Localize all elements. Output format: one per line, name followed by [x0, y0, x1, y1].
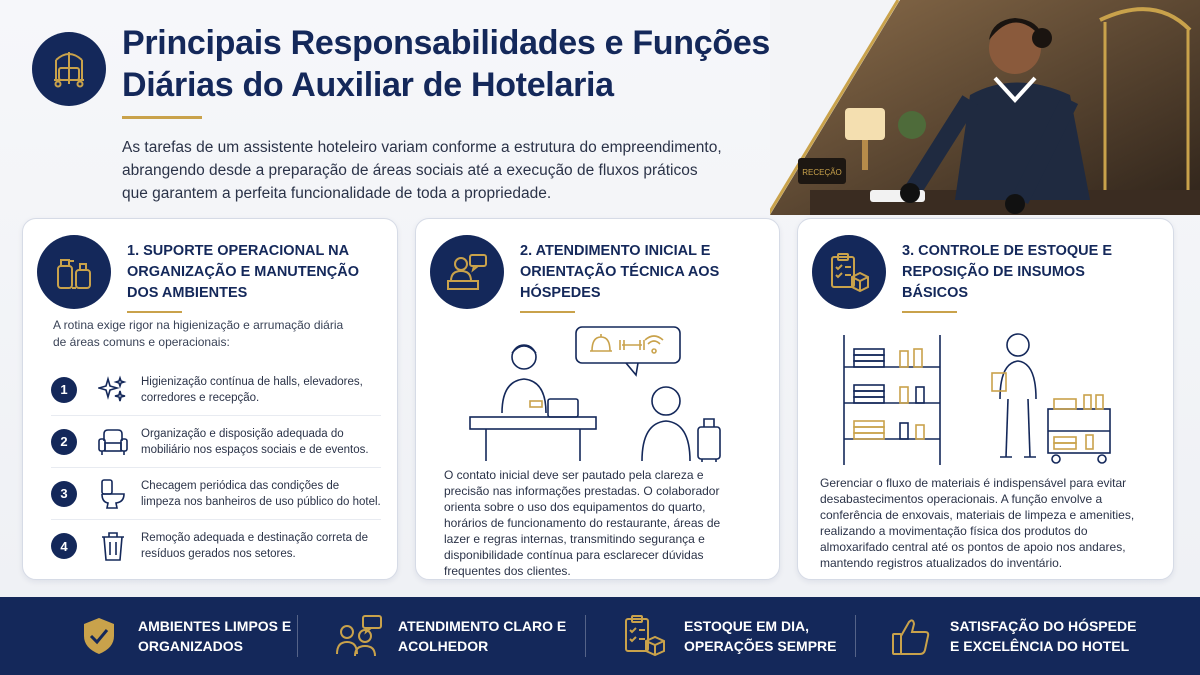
list-item [51, 468, 381, 520]
item-text: Remoção adequada e destinação correta de resíduos gerados nos setores. [141, 532, 368, 560]
card-operational-support [22, 218, 398, 580]
card-guest-service [415, 218, 780, 580]
cleaning-supplies-icon [52, 250, 96, 294]
footer-divider [585, 615, 586, 657]
card2-title: 2. ATENDIMENTO INICIAL E ORIENTAÇÃO TÉCNICA AOS HÓSPEDES [520, 243, 720, 301]
card-inventory-control [797, 218, 1174, 580]
hero-photo [770, 0, 1200, 215]
footer-item-stock [620, 611, 849, 661]
reception-sign: RECEÇÃO [802, 168, 842, 177]
people-chat-icon [335, 614, 383, 658]
card1-icon-badge [37, 235, 111, 309]
intro-text: As tarefas de um assistente hoteleiro variam conforme a estrutura do empreendimento, abrangendo desde a preparação de áreas sociais até a execução de fluxos práticos que garantem a perfeita funcionalidade de toda a propriedade. [122, 139, 722, 202]
card1-rule [127, 311, 182, 313]
item-number: 2 [51, 429, 77, 455]
thumbs-up-icon [889, 614, 933, 658]
toilet-icon [99, 478, 127, 510]
footer-bar [0, 597, 1200, 675]
item-number: 3 [51, 481, 77, 507]
card3-icon-badge [812, 235, 886, 309]
sparkle-icon [98, 375, 128, 405]
storage-illustration [836, 329, 1116, 469]
card2-text: O contato inicial deve ser pautado pela clareza e precisão nas informações prestadas. O colaborador orienta sobre o uso dos equipamentos do quarto, horários de funcionamento do restaurante, áreas de lazer e regras internas, transmitindo segurança e disponibilidade contínua para esclarecer dúvidas frequentes dos clientes. [444, 468, 721, 578]
footer-label: AMBIENTES LIMPOS E ORGANIZADOS [138, 618, 292, 654]
logo-badge [32, 32, 106, 106]
card3-title: 3. CONTROLE DE ESTOQUE E REPOSIÇÃO DE INSUMOS BÁSICOS [902, 243, 1113, 301]
clipboard-box-icon [622, 613, 668, 659]
footer-label: SATISFAÇÃO DO HÓSPEDE E EXCELÊNCIA DO HOTEL [950, 618, 1137, 654]
footer-label: ATENDIMENTO CLARO E ACOLHEDOR [398, 618, 567, 654]
item-number: 1 [51, 377, 77, 403]
footer-divider [855, 615, 856, 657]
list-item [51, 520, 381, 572]
card2-rule [520, 311, 575, 313]
card1-lead: A rotina exige rigor na higienização e arrumação diária de áreas comuns e operacionais: [53, 318, 344, 349]
trash-bin-icon [99, 530, 127, 562]
item-text: Organização e disposição adequada do mobiliário nos espaços sociais e de eventos. [141, 427, 369, 456]
task-list [51, 364, 381, 572]
list-item [51, 364, 381, 416]
footer-divider [297, 615, 298, 657]
card3-rule [902, 311, 957, 313]
footer-item-service [334, 611, 568, 661]
shield-check-icon [81, 616, 117, 656]
list-item [51, 416, 381, 468]
item-text: Checagem periódica das condições de limpeza nos banheiros de uso público do hotel. [141, 479, 381, 508]
footer-item-clean [74, 611, 298, 661]
card3-text: Gerenciar o fluxo de materiais é indispensável para evitar desabastecimentos operacionais. A função envolve a conferência de enxovais, materiais de limpeza e amenities, realizando a movimentação física dos produtos do almoxarifado central até os pontos de apoio nos andares, mantendo registros atualizados do inventário. [820, 476, 1135, 570]
item-number: 4 [51, 533, 77, 559]
footer-item-satisfaction [886, 611, 1140, 661]
page-title: Principais Responsabilidades e Funções Diárias do Auxiliar de Hotelaria [122, 24, 771, 104]
receptionist-icon [444, 249, 490, 295]
footer-label: ESTOQUE EM DIA, OPERAÇÕES SEMPRE [684, 618, 837, 654]
card1-title: 1. SUPORTE OPERACIONAL NA ORGANIZAÇÃO E MANUTENÇÃO DOS AMBIENTES [127, 243, 359, 301]
item-text: Higienização contínua de halls, elevadores, corredores e recepção. [141, 375, 363, 404]
inventory-clipboard-icon [826, 249, 872, 295]
reception-illustration [466, 323, 736, 463]
card2-icon-badge [430, 235, 504, 309]
armchair-icon [97, 427, 129, 457]
title-underline [122, 116, 202, 119]
bell-cart-icon [46, 46, 92, 92]
